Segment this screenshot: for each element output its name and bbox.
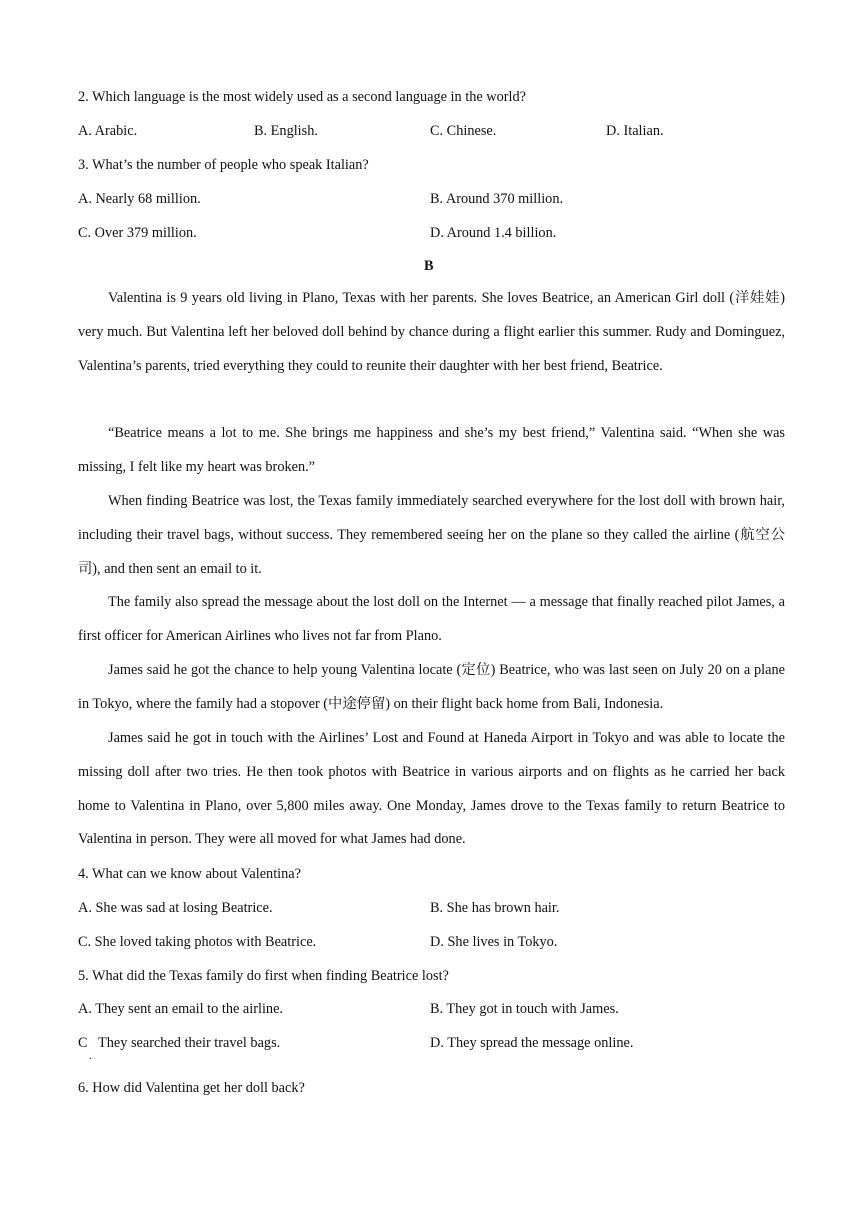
question-4-option-b: B. She has brown hair. (430, 900, 560, 916)
question-4-option-c: C. She loved taking photos with Beatrice. (78, 934, 317, 950)
question-5-option-c: C They searched their travel bags. (78, 1035, 281, 1051)
question-6-stem: 6. How did Valentina get her doll back? (78, 1080, 305, 1096)
passage-paragraph-3: When finding Beatrice was lost, the Texas family immediately searched everywhere for the lost doll with brown hair, including their travel bags, without success. They remembered seeing her on the plane so they called the airline (航空公司), and then sent an email to it. (78, 493, 785, 577)
question-5-stem: 5. What did the Texas family do first when finding Beatrice lost? (78, 968, 449, 984)
question-2-option-b: B. English. (254, 123, 318, 139)
question-2-option-d: D. Italian. (606, 123, 664, 139)
question-2-option-a: A. Arabic. (78, 123, 138, 139)
question-5-option-b: B. They got in touch with James. (430, 1001, 619, 1017)
question-4-option-d: D. She lives in Tokyo. (430, 934, 558, 950)
section-heading: B (424, 258, 434, 274)
passage-paragraph-2: “Beatrice means a lot to me. She brings me happiness and she’s my best friend,” Valentina said. “When she was missing, I felt like my heart was broken.” (78, 425, 785, 475)
question-5-option-a: A. They sent an email to the airline. (78, 1001, 283, 1017)
question-3-option-d: D. Around 1.4 billion. (430, 225, 557, 241)
question-2-option-c: C. Chinese. (430, 123, 497, 139)
stray-dot-mark: . (89, 1051, 92, 1062)
passage-paragraph-5: James said he got the chance to help young Valentina locate (定位) Beatrice, who was last seen on July 20 on a plane in Tokyo, where the family had a stopover (中途停留) on their flight back home from Bali, Indonesia. (78, 662, 785, 712)
question-5-option-d: D. They spread the message online. (430, 1035, 634, 1051)
question-2-stem: 2. Which language is the most widely used as a second language in the world? (78, 89, 526, 105)
passage-paragraph-4: The family also spread the message about the lost doll on the Internet — a message that finally reached pilot James, a first officer for American Airlines who lives not far from Plano. (78, 594, 785, 644)
question-3-stem: 3. What’s the number of people who speak Italian? (78, 157, 369, 173)
passage-paragraph-6: James said he got in touch with the Airlines’ Lost and Found at Haneda Airport in Tokyo and was able to locate the missing doll after two tries. He then took photos with Beatrice in various airports and on flights as he carried her back home to Valentina in Plano, over 5,800 miles away. One Monday, James drove to the Texas family to return Beatrice to Valentina in person. They were all moved for what James had done. (78, 730, 785, 848)
question-4-option-a: A. She was sad at losing Beatrice. (78, 900, 273, 916)
question-3-option-b: B. Around 370 million. (430, 191, 564, 207)
passage-paragraph-1: Valentina is 9 years old living in Plano, Texas with her parents. She loves Beatrice, an American Girl doll (洋娃娃) very much. But Valentina left her beloved doll behind by chance during a flight earlier this summer. Rudy and Dominguez, Valentina’s parents, tried everything they could to reunite their daughter with her best friend, Beatrice. (78, 290, 785, 374)
question-4-stem: 4. What can we know about Valentina? (78, 866, 301, 882)
question-3-option-a: A. Nearly 68 million. (78, 191, 201, 207)
question-3-option-c: C. Over 379 million. (78, 225, 197, 241)
